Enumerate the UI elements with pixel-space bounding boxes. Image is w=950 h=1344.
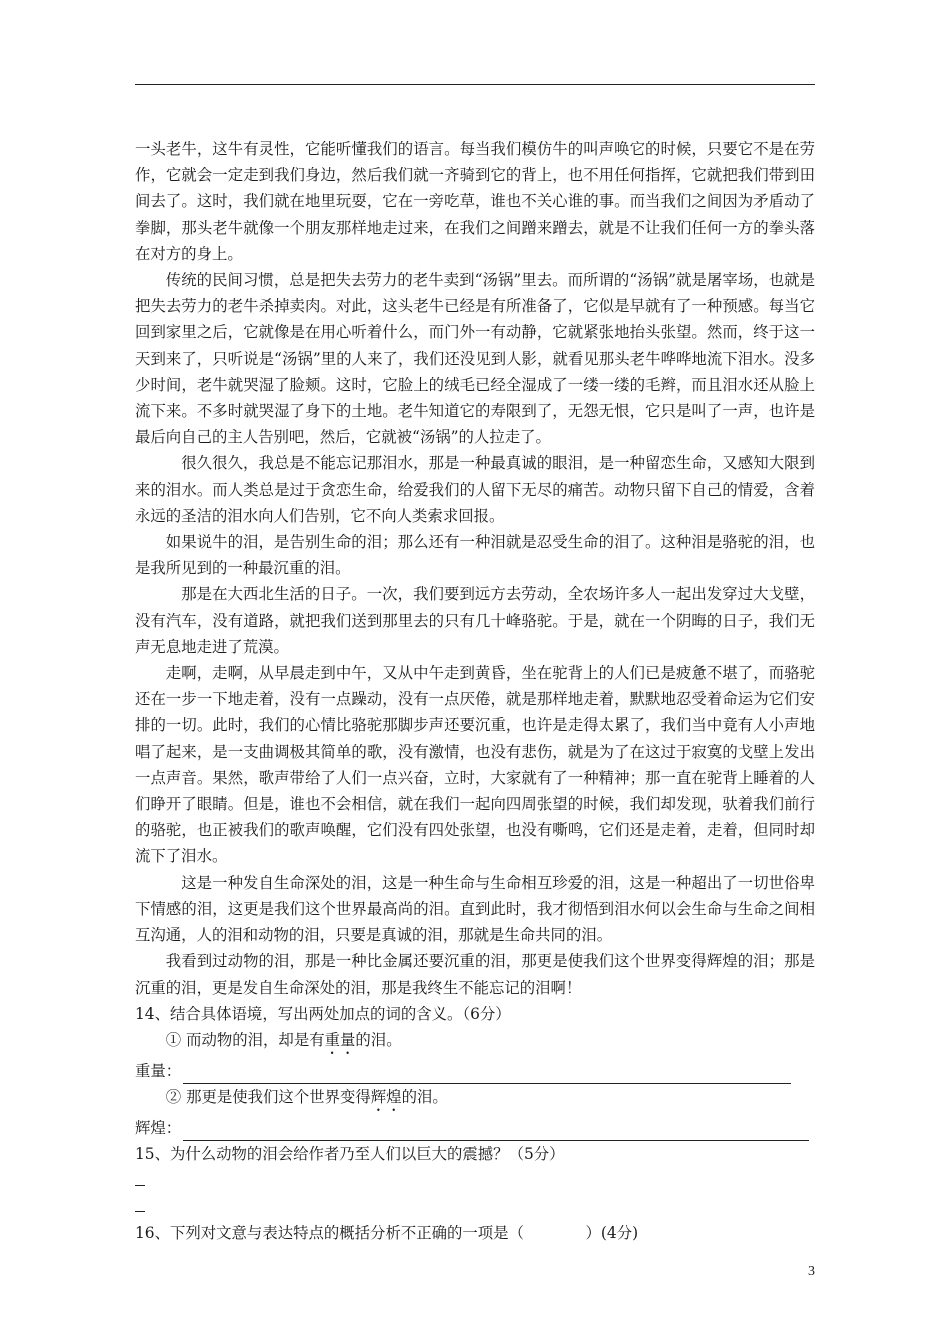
item-2-suffix: 的泪。: [401, 1088, 448, 1107]
item-1-suffix: 的泪。: [355, 1030, 402, 1049]
answer-row-1: [135, 1058, 815, 1084]
answer-dash-2: [135, 1211, 145, 1212]
answer-1-label: 重量：: [135, 1061, 182, 1080]
answer-row-2: [135, 1115, 815, 1141]
paragraph-3: 很久很久，我总是不能忘记那泪水，那是一种最真诚的眼泪，是一种留恋生命，又感知大限到来的泪水。而人类总是过于贪恋生命，给爱我们的人留下无尽的痛苦。动物只留下自己的情爱，含着永远的圣洁的泪水向人们告别，它不向人类索求回报。: [135, 454, 815, 525]
question-16-stem: 16、下列对文意与表达特点的概括分析不正确的一项是（ ）(4分): [135, 1223, 639, 1242]
answer-2-line[interactable]: [183, 1122, 809, 1141]
answer-1-line[interactable]: [183, 1065, 791, 1084]
answer-2-label: 辉煌：: [135, 1119, 182, 1138]
question-15-stem: 15、为什么动物的泪会给作者乃至人们以巨大的震撼？（5分）: [135, 1145, 565, 1164]
paragraph-2: 传统的民间习惯，总是把失去劳力的老牛卖到“汤锅”里去。而所谓的“汤锅”就是屠宰场，也就是把失去劳力的老牛杀掉卖肉。对此，这头老牛已经是有所准备了，它似是早就有了一种预感。每当它回到家里之后，它就像是在用心听着什么，而门外一有动静，它就紧张地抬头张望。然而，终于这一天到来了，只听说是“汤锅”里的人来了，我们还没见到人影，就看见那头老牛哗哗地流下泪水。没多少时间，老牛就哭湿了脸颊。这时，它脸上的绒毛已经全湿成了一缕一缕的毛辫，而且泪水还从脸上流下来。不多时就哭湿了身下的土地。老牛知道它的寿限到了，无怨无恨，它只是叫了一声，也许是最后向自己的主人告别吧，然后，它就被“汤锅”的人拉走了。: [135, 271, 815, 447]
answer-dash-1: [135, 1185, 145, 1186]
question-14-stem: 14、结合具体语境，写出两处加点的词的含义。（6分）: [135, 1004, 511, 1023]
page-body: [135, 136, 815, 1246]
paragraph-1: 一头老牛，这牛有灵性，它能听懂我们的语言。每当我们模仿牛的叫声唤它的时候，只要它不是在劳作，它就会一定走到我们身边，然后我们就一齐骑到它的背上，也不用任何指挥，它就把我们带到田间去了。这时，我们就在地里玩耍，它在一旁吃草，谁也不关心谁的事。而当我们之间因为矛盾动了拳脚，那头老牛就像一个朋友那样地走过来，在我们之间蹭来蹭去，就是不让我们任何一方的拳头落在对方的身上。: [135, 140, 815, 263]
question-14-item-2: [135, 1084, 815, 1115]
paragraph-7: 这是一种发自生命深处的泪，这是一种生命与生命相互珍爱的泪，这是一种超出了一切世俗卑下情感的泪，这更是我们这个世界最高尚的泪。直到此时，我才彻悟到泪水何以会生命与生命之间相互沟通，人的泪和动物的泪，只要是真诚的泪，那就是生命共同的泪。: [135, 873, 815, 945]
item-1-prefix: ① 而动物的泪，却是有: [165, 1030, 325, 1049]
paragraph-6: 走啊，走啊，从早晨走到中午，又从中午走到黄昏，坐在驼背上的人们已是疲惫不堪了，而骆驼还在一步一下地走着，没有一点躁动，没有一点厌倦，就是那样地走着，默默地忍受着命运为它们安排的一切。此时，我们的心情比骆驼那脚步声还要沉重，也许是走得太累了，我们当中竟有人小声地唱了起来，是一支曲调极其简单的歌，没有激情，也没有悲伤，就是为了在这过于寂寞的戈壁上发出一点声音。果然，歌声带给了人们一点兴奋，立时，大家就有了一种精神；那一直在驼背上睡着的人们睁开了眼睛。但是，谁也不会相信，就在我们一起向四周张望的时候，我们却发现，驮着我们前行的骆驼，也正被我们的歌声唤醒，它们没有四处张望，也没有嘶鸣，它们还是走着，走着，但同时却流下了泪水。: [135, 664, 815, 866]
paragraph-4: 如果说牛的泪，是告别生命的泪；那么还有一种泪就是忍受生命的泪了。这种泪是骆驼的泪，也是我所见到的一种最沉重的泪。: [135, 533, 815, 578]
item-2-prefix: ② 那更是使我们这个世界变得: [165, 1088, 371, 1107]
answer-blank-1[interactable]: [135, 1167, 815, 1193]
page-number: 3: [808, 1264, 815, 1279]
answer-blank-2[interactable]: [135, 1194, 815, 1220]
header-rule: [135, 84, 815, 85]
item-1-dotted-word: 重量: [324, 1030, 356, 1049]
paragraph-5: 那是在大西北生活的日子。一次，我们要到远方去劳动，全农场许多人一起出发穿过大戈壁，没有汽车，没有道路，就把我们送到那里去的只有几十峰骆驼。于是，就在一个阴晦的日子，我们无声无息地走进了荒漠。: [135, 585, 815, 656]
item-2-dotted-word: 辉煌: [370, 1088, 402, 1107]
paragraph-8: 我看到过动物的泪，那是一种比金属还要沉重的泪，那更是使我们这个世界变得辉煌的泪；那是沉重的泪，更是发自生命深处的泪，那是我终生不能忘记的泪啊！: [135, 952, 815, 997]
question-14-item-1: [135, 1027, 815, 1058]
